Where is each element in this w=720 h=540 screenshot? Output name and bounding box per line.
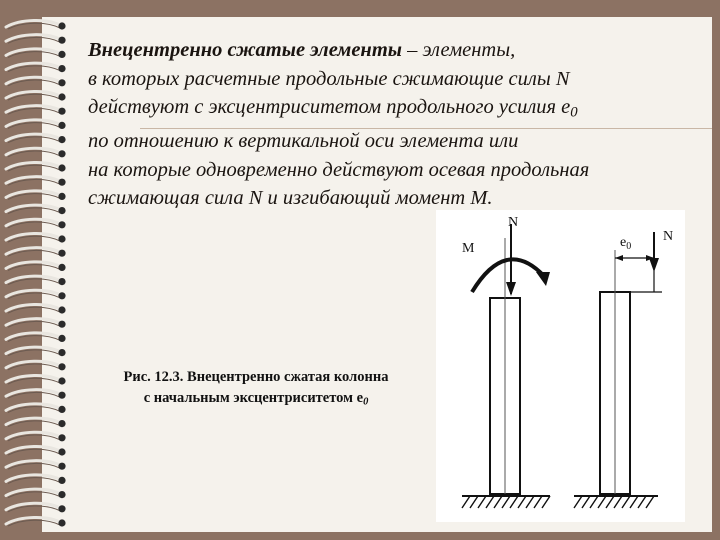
figure-caption [88, 367, 424, 413]
spiral-coil [6, 319, 66, 328]
spiral-coil [6, 219, 66, 228]
spiral-coil [6, 333, 66, 342]
definition-line-4: по отношению к вертикальной оси элемента или [88, 130, 519, 153]
ground-hatch-line [542, 496, 550, 508]
spiral-coil [6, 446, 66, 455]
ground-hatch-line [534, 496, 542, 508]
spiral-coil [6, 461, 66, 470]
ground-hatch-line [646, 496, 654, 508]
spiral-coil [6, 148, 66, 157]
right-n-arrowhead [649, 258, 659, 272]
ground-hatch-line [590, 496, 598, 508]
label-e0: $e_0$ [620, 235, 632, 252]
spiral-coil [6, 162, 66, 171]
spiral-coil [6, 20, 66, 29]
spiral-coil [6, 262, 66, 271]
spiral-coil [6, 390, 66, 399]
ground-hatch-line [526, 496, 534, 508]
spiral-coil [6, 475, 66, 484]
definition-line-5: на которые одновременно действуют осевая продольная [88, 158, 590, 181]
ground-hatch-line [630, 496, 638, 508]
caption-line-2: с начальным эксцентриситетом $e_0$ [143, 390, 369, 408]
spiral-coil [6, 134, 66, 143]
spiral-coil [6, 304, 66, 313]
spiral-coil [6, 248, 66, 257]
spiral-coil [6, 276, 66, 285]
ground-hatch-line [478, 496, 486, 508]
spiral-coil [6, 91, 66, 100]
spiral-coil [6, 347, 66, 356]
definition-term: Внецентренно сжатые элементы [88, 39, 402, 61]
left-ground-hatch [462, 496, 550, 508]
spiral-coil [6, 432, 66, 441]
spiral-coil [6, 361, 66, 370]
spiral-coil [6, 35, 66, 44]
ground-hatch-line [470, 496, 478, 508]
spiral-coil [6, 177, 66, 186]
spiral-coil [6, 191, 66, 200]
ground-hatch-line [614, 496, 622, 508]
spiral-coil [6, 404, 66, 413]
ground-hatch-line [574, 496, 582, 508]
spiral-coil [6, 106, 66, 115]
spiral-coil [6, 77, 66, 86]
moment-arrowhead [536, 272, 550, 286]
spiral-coil [6, 503, 66, 512]
left-n-arrowhead [506, 282, 516, 296]
e0-arrowhead-left [615, 255, 623, 261]
spiral-binding [0, 14, 80, 534]
spiral-coil [6, 120, 66, 129]
ground-hatch-line [638, 496, 646, 508]
definition-line-6: сжимающая сила N и изгибающий момент M. [88, 187, 493, 210]
definition-text [88, 36, 703, 213]
label-n-right: N [663, 229, 674, 244]
spiral-coil [6, 63, 66, 72]
ground-hatch-line [486, 496, 494, 508]
label-m: M [462, 241, 475, 256]
spiral-coil [6, 489, 66, 498]
ground-hatch-line [510, 496, 518, 508]
spiral-coil [6, 233, 66, 242]
spiral-coil [6, 375, 66, 384]
right-ground-hatch [574, 496, 654, 508]
spiral-coil [6, 205, 66, 214]
spiral-coil [6, 418, 66, 427]
definition-line-1: Внецентренно сжатые элементы – элементы, [88, 39, 516, 61]
ground-hatch-line [502, 496, 510, 508]
ground-hatch-line [582, 496, 590, 508]
spiral-coil [6, 49, 66, 58]
ground-hatch-line [598, 496, 606, 508]
ground-hatch-line [518, 496, 526, 508]
column-figure [436, 210, 685, 522]
caption-line-1: Рис. 12.3. Внецентренно сжатая колонна [123, 369, 389, 385]
ground-hatch-line [606, 496, 614, 508]
definition-line-3: действуют с эксцентриситетом продольного усилия $e_0$ [88, 96, 578, 121]
ground-hatch-line [622, 496, 630, 508]
ground-hatch-line [494, 496, 502, 508]
column-diagram [436, 210, 685, 522]
ground-hatch-line [462, 496, 470, 508]
label-n-left: N [508, 215, 519, 230]
definition-line-2: в которых расчетные продольные сжимающие силы N [88, 67, 570, 90]
spiral-coil [6, 290, 66, 299]
spiral-coil [6, 517, 66, 526]
